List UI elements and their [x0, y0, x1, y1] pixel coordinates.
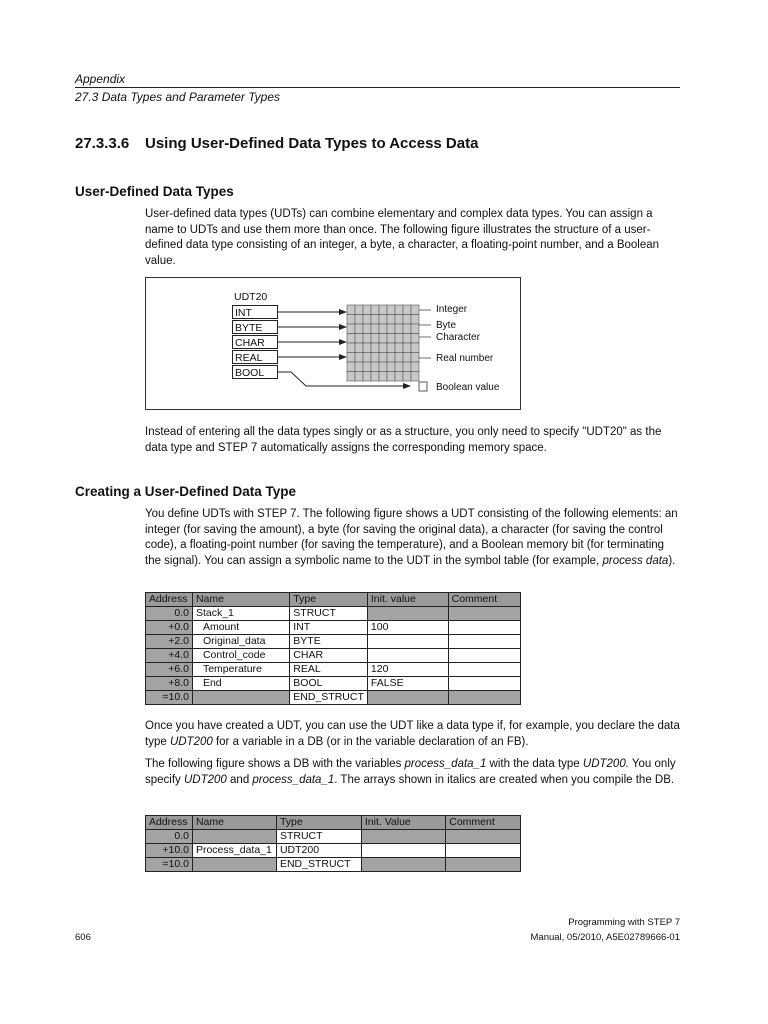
memory-cell	[395, 372, 403, 382]
memory-cell	[395, 362, 403, 372]
memory-cell	[355, 324, 363, 334]
memory-cell	[403, 324, 411, 334]
section-number: 27.3.3.6	[75, 135, 130, 152]
udt-type-box: CHAR	[232, 335, 278, 349]
memory-cell	[387, 315, 395, 325]
memory-cell	[411, 362, 419, 372]
memory-cell	[379, 353, 387, 363]
section-title: Using User-Defined Data Types to Access Data	[145, 135, 479, 152]
memory-cell	[355, 353, 363, 363]
memory-cell	[371, 334, 379, 344]
memory-cell	[371, 372, 379, 382]
udt-definition-table	[145, 592, 521, 705]
memory-label: Boolean value	[436, 382, 500, 393]
table-row: +2.0 Original_data BYTE	[146, 635, 521, 649]
memory-cell	[411, 353, 419, 363]
memory-label: Real number	[436, 353, 494, 364]
memory-cell	[387, 362, 395, 372]
memory-cell	[403, 305, 411, 315]
memory-cell	[379, 372, 387, 382]
memory-cell	[371, 324, 379, 334]
memory-cell	[387, 334, 395, 344]
memory-cell	[347, 353, 355, 363]
memory-cell	[379, 324, 387, 334]
subheading-udt: User-Defined Data Types	[75, 184, 234, 199]
table-row: =10.0 END_STRUCT	[146, 691, 521, 705]
table-row: 0.0 Stack_1 STRUCT	[146, 607, 521, 621]
memory-grid	[347, 305, 419, 381]
column-header: Comment	[448, 593, 520, 607]
memory-cell	[355, 343, 363, 353]
paragraph-udt-assign: Instead of entering all the data types singly or as a structure, you only need to specify "UDT20" as the data type and STEP 7 automatically assigns the corresponding memory space.	[145, 426, 662, 454]
memory-cell	[355, 334, 363, 344]
memory-cell	[395, 324, 403, 334]
table-row: =10.0 END_STRUCT	[146, 858, 521, 872]
udt-type-box: INT	[232, 305, 278, 319]
footer-doc-title: Programming with STEP 7	[568, 917, 680, 928]
memory-cell	[363, 353, 371, 363]
table-row: +8.0 End BOOL FALSE	[146, 677, 521, 691]
paragraph-udt-intro: User-defined data types (UDTs) can combine elementary and complex data types. You can assign a name to UDTs and use them more than once. The following figure illustrates the structure of a user-defined data type consisting of an integer, a byte, a character, a floating-point number, and a Boolean value.	[145, 208, 660, 267]
memory-cell	[387, 324, 395, 334]
footer-page-number: 606	[75, 932, 91, 943]
memory-cell	[379, 315, 387, 325]
memory-cell	[379, 362, 387, 372]
memory-cell	[387, 353, 395, 363]
memory-cell	[403, 343, 411, 353]
memory-cell	[363, 343, 371, 353]
memory-cell	[363, 324, 371, 334]
memory-cell	[371, 353, 379, 363]
memory-label: Integer	[436, 304, 468, 315]
udt-type-box: REAL	[232, 350, 278, 364]
memory-cell	[387, 305, 395, 315]
memory-cell	[411, 334, 419, 344]
memory-cell	[371, 343, 379, 353]
memory-cell	[395, 353, 403, 363]
running-header-subsection: 27.3 Data Types and Parameter Types	[75, 90, 280, 104]
column-header: Address	[146, 593, 193, 607]
memory-cell	[355, 372, 363, 382]
memory-cell	[347, 305, 355, 315]
memory-cell	[411, 324, 419, 334]
table-row: +0.0 Amount INT 100	[146, 621, 521, 635]
memory-label: Character	[436, 332, 480, 343]
memory-cell	[363, 315, 371, 325]
memory-cell	[371, 315, 379, 325]
column-header: Init. Value	[361, 816, 445, 830]
memory-cell	[363, 362, 371, 372]
table-header-row	[146, 816, 521, 830]
memory-cell	[355, 362, 363, 372]
column-header: Type	[276, 816, 361, 830]
udt-name-label: UDT20	[234, 291, 268, 303]
memory-cell	[395, 334, 403, 344]
memory-cell	[387, 372, 395, 382]
paragraph-create-udt: You define UDTs with STEP 7. The following figure shows a UDT consisting of the following elements: an integer (for saving the amount), a byte (for saving the original data), a character (for saving the control code), a floating-point number (for saving the temperature), and a Boolean memory bit (for terminating the signal). You can assign a symbolic name to the UDT in the symbol table (for example, process data).	[145, 508, 678, 567]
memory-cell	[403, 334, 411, 344]
column-header: Address	[146, 816, 193, 830]
paragraph-db-figure: The following figure shows a DB with the variables process_data_1 with the data type UDT200. You only specify UDT200 and process_data_1. The arrays shown in italics are created when you compile the DB.	[145, 758, 676, 786]
memory-cell	[411, 372, 419, 382]
memory-cell	[347, 334, 355, 344]
memory-cell	[387, 343, 395, 353]
column-header: Name	[192, 593, 289, 607]
table-row: +4.0 Control_code CHAR	[146, 649, 521, 663]
subheading-create-udt: Creating a User-Defined Data Type	[75, 484, 297, 499]
table-row: +10.0 Process_data_1 UDT200	[146, 844, 521, 858]
table-row: 0.0 STRUCT	[146, 830, 521, 844]
memory-cell	[371, 362, 379, 372]
memory-cell	[347, 324, 355, 334]
footer-doc-ref: Manual, 05/2010, A5E02789666-01	[530, 932, 680, 943]
boolean-bit-cell	[419, 382, 427, 391]
memory-cell	[411, 343, 419, 353]
memory-cell	[411, 305, 419, 315]
table-header-row	[146, 593, 521, 607]
memory-cell	[395, 305, 403, 315]
memory-cell	[395, 315, 403, 325]
memory-cell	[411, 315, 419, 325]
memory-cell	[347, 315, 355, 325]
db-declaration-table	[145, 815, 521, 872]
memory-label: Byte	[436, 320, 457, 331]
memory-cell	[347, 372, 355, 382]
column-header: Type	[290, 593, 368, 607]
running-header-section: Appendix	[75, 72, 126, 86]
memory-cell	[403, 362, 411, 372]
memory-cell	[379, 305, 387, 315]
column-header: Comment	[446, 816, 521, 830]
column-header: Init. value	[367, 593, 448, 607]
memory-cell	[403, 315, 411, 325]
table-row: +6.0 Temperature REAL 120	[146, 663, 521, 677]
memory-cell	[403, 372, 411, 382]
memory-cell	[363, 372, 371, 382]
memory-cell	[347, 362, 355, 372]
column-header: Name	[192, 816, 276, 830]
memory-cell	[403, 353, 411, 363]
header-rule	[75, 87, 680, 88]
memory-cell	[379, 343, 387, 353]
memory-cell	[379, 334, 387, 344]
memory-cell	[371, 305, 379, 315]
udt-type-box: BYTE	[232, 320, 278, 334]
memory-cell	[347, 343, 355, 353]
udt-structure-figure	[145, 277, 521, 410]
memory-cell	[355, 315, 363, 325]
paragraph-use-udt: Once you have created a UDT, you can use the UDT like a data type if, for example, you declare the data type UDT200 for a variable in a DB (or in the variable declaration of an FB).	[145, 720, 680, 748]
memory-cell	[363, 305, 371, 315]
section-heading	[75, 135, 478, 152]
memory-cell	[363, 334, 371, 344]
memory-cell	[395, 343, 403, 353]
udt-type-box: BOOL	[232, 365, 278, 379]
memory-cell	[355, 305, 363, 315]
